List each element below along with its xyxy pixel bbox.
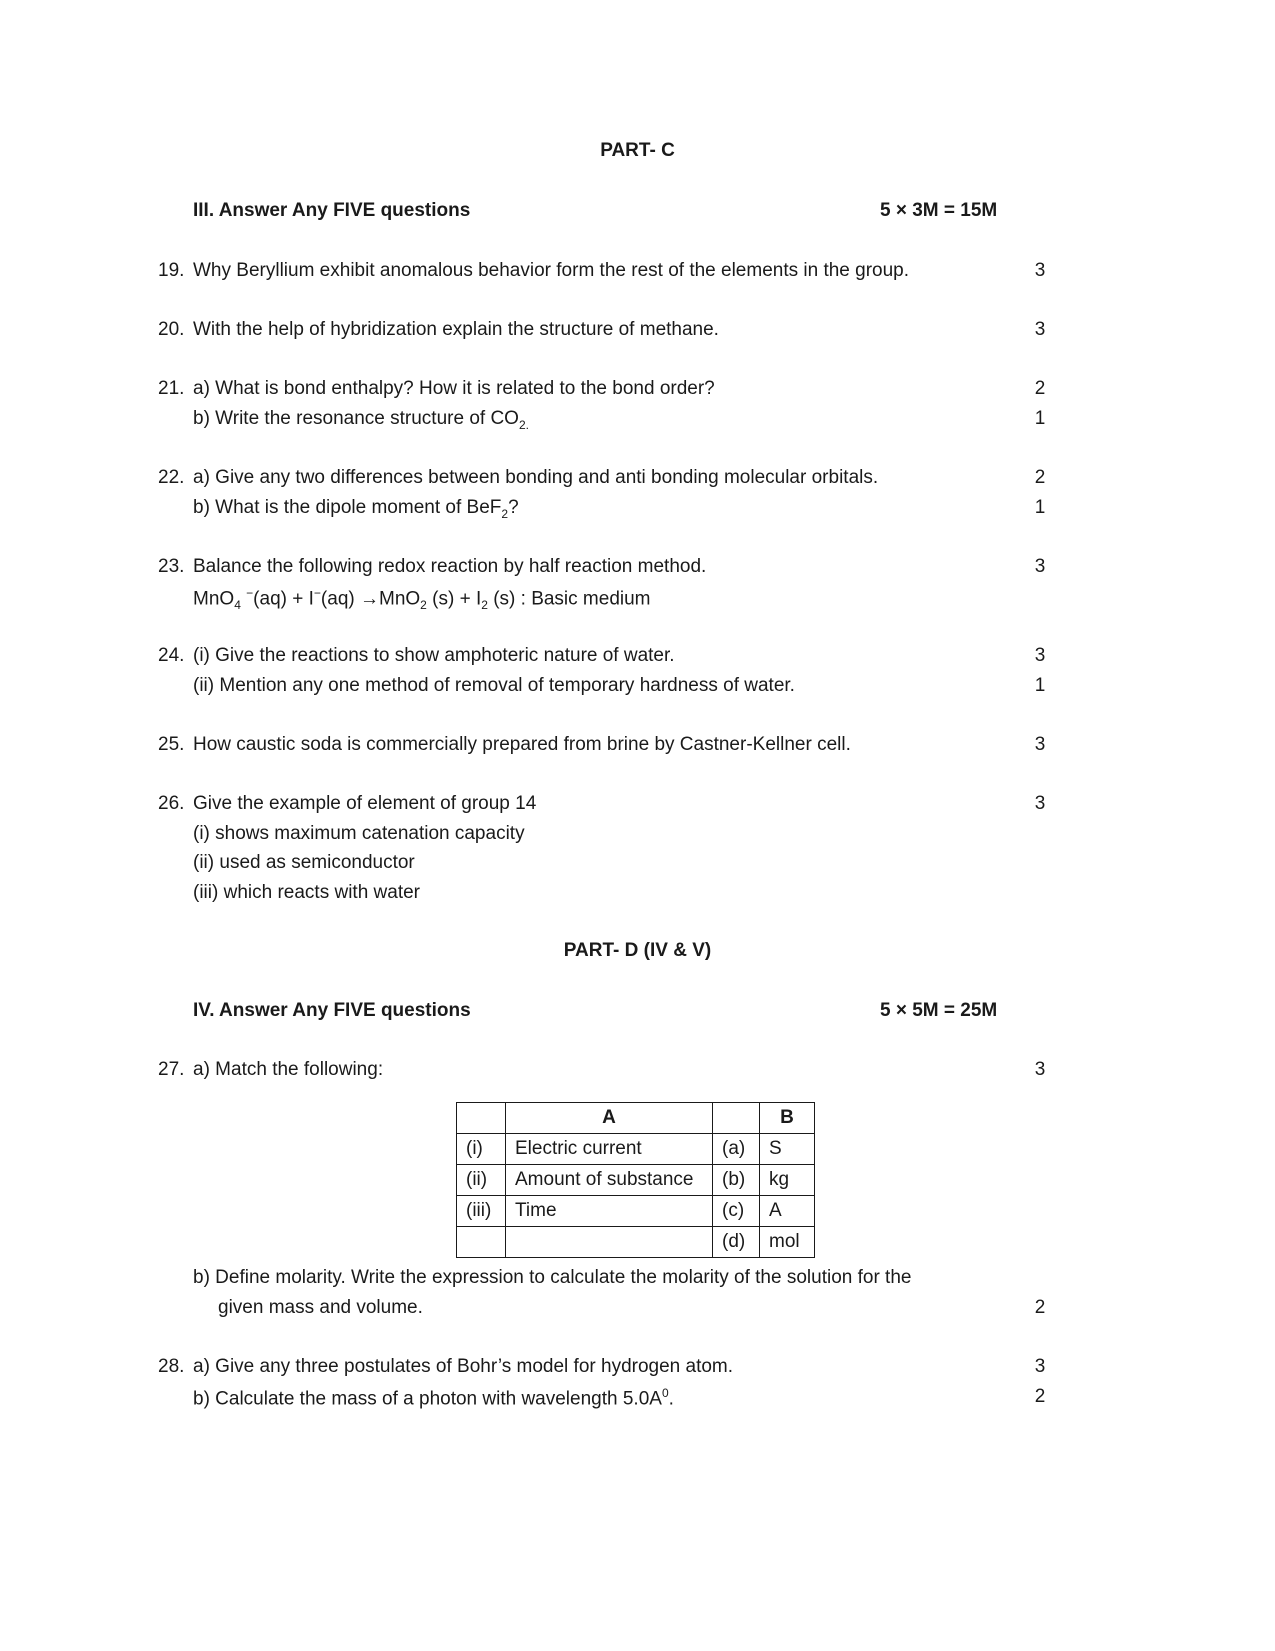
question-marks: 3 (1034, 260, 1046, 281)
row-index: (i) (457, 1134, 506, 1165)
question-text: a) Give any two differences between bonding and anti bonding molecular orbitals. (193, 467, 879, 488)
redox-equation (193, 586, 651, 612)
question-text: How caustic soda is commercially prepared from brine by Castner-Kellner cell. (193, 734, 851, 755)
question-marks: 1 (1034, 675, 1046, 696)
question-marks: 2 (1034, 467, 1046, 488)
question-text-tail: ? (508, 497, 519, 518)
row-letter: (a) (713, 1134, 760, 1165)
column-b-cell: S (760, 1134, 815, 1165)
question-number: 19. (158, 260, 185, 281)
match-table (456, 1102, 815, 1258)
part-c-marks-summary: 5 × 3M = 15M (880, 200, 998, 221)
equation-part: (s) + I (426, 588, 482, 610)
row-index (457, 1227, 506, 1258)
question-text: given mass and volume. (218, 1297, 423, 1318)
part-c-heading: PART- C (600, 140, 675, 161)
column-a-cell: Time (506, 1196, 713, 1227)
row-letter: (c) (713, 1196, 760, 1227)
column-b-header: B (760, 1103, 815, 1134)
question-number: 20. (158, 319, 185, 340)
question-marks: 1 (1034, 497, 1046, 518)
superscript: − (246, 586, 254, 600)
question-text: (i) Give the reactions to show amphoteric nature of water. (193, 645, 675, 666)
column-a-header: A (506, 1103, 713, 1134)
question-marks: 3 (1034, 734, 1046, 755)
question-number: 21. (158, 378, 185, 399)
question-text: a) Give any three postulates of Bohr’s model for hydrogen atom. (193, 1356, 734, 1377)
question-number: 27. (158, 1059, 185, 1080)
question-marks: 3 (1034, 645, 1046, 666)
table-row (457, 1165, 815, 1196)
question-text: b) Define molarity. Write the expression to calculate the molarity of the solution for the (193, 1267, 912, 1288)
question-text (193, 497, 519, 521)
row-index: (ii) (457, 1165, 506, 1196)
subscript: 2 (481, 598, 488, 613)
question-text-main: b) Calculate the mass of a photon with wavelength 5.0A (193, 1388, 662, 1410)
row-letter: (b) (713, 1165, 760, 1196)
question-number: 24. (158, 645, 185, 666)
column-b-cell: mol (760, 1227, 815, 1258)
question-subitem: (iii) which reacts with water (193, 882, 420, 903)
question-text (193, 408, 529, 432)
question-text: a) What is bond enthalpy? How it is related to the bond order? (193, 378, 715, 399)
question-text (193, 1386, 674, 1410)
question-marks: 1 (1034, 408, 1046, 429)
row-index: (iii) (457, 1196, 506, 1227)
column-a-cell: Electric current (506, 1134, 713, 1165)
question-text-tail: . (668, 1388, 674, 1410)
question-marks: 3 (1034, 793, 1046, 814)
column-a-cell (506, 1227, 713, 1258)
column-b-cell: A (760, 1196, 815, 1227)
equation-part: MnO (193, 588, 235, 610)
equation-part: (aq) + I (253, 588, 314, 610)
subscript: 2 (420, 598, 427, 613)
row-letter: (d) (713, 1227, 760, 1258)
part-c-instruction: III. Answer Any FIVE questions (193, 200, 471, 221)
question-subitem: (ii) used as semiconductor (193, 852, 415, 873)
table-row (457, 1196, 815, 1227)
question-marks: 3 (1034, 556, 1046, 577)
question-subitem: (i) shows maximum catenation capacity (193, 823, 525, 844)
question-number: 22. (158, 467, 185, 488)
superscript: − (313, 586, 321, 600)
subscript: 2. (518, 417, 529, 432)
question-marks: 2 (1034, 1297, 1046, 1318)
table-row (457, 1134, 815, 1165)
subscript: 4 (234, 598, 241, 613)
question-text: Why Beryllium exhibit anomalous behavior form the rest of the elements in the group. (193, 260, 910, 281)
question-marks: 2 (1034, 378, 1046, 399)
question-text: a) Match the following: (193, 1059, 384, 1080)
table-cell (457, 1103, 506, 1134)
subscript: 2 (501, 506, 509, 521)
table-row (457, 1227, 815, 1258)
question-number: 28. (158, 1356, 185, 1377)
question-text-main: b) Write the resonance structure of CO (193, 408, 519, 429)
part-d-instruction: IV. Answer Any FIVE questions (193, 1000, 471, 1021)
question-text: Give the example of element of group 14 (193, 793, 537, 814)
question-marks: 3 (1034, 319, 1046, 340)
table-header-row (457, 1103, 815, 1134)
equation-part: (aq) →MnO (320, 588, 421, 610)
equation-part: (s) : Basic medium (487, 588, 651, 610)
column-b-cell: kg (760, 1165, 815, 1196)
question-text: With the help of hybridization explain the structure of methane. (193, 319, 719, 340)
column-a-cell: Amount of substance (506, 1165, 713, 1196)
question-text: Balance the following redox reaction by half reaction method. (193, 556, 707, 577)
question-number: 26. (158, 793, 185, 814)
part-d-marks-summary: 5 × 5M = 25M (880, 1000, 998, 1021)
part-d-heading: PART- D (IV & V) (563, 940, 712, 961)
question-marks: 3 (1034, 1356, 1046, 1377)
question-text-main: b) What is the dipole moment of BeF (193, 497, 502, 518)
question-number: 25. (158, 734, 185, 755)
superscript: 0 (661, 1386, 669, 1400)
question-marks: 3 (1034, 1059, 1046, 1080)
question-text: (ii) Mention any one method of removal of temporary hardness of water. (193, 675, 795, 696)
question-marks: 2 (1034, 1386, 1046, 1407)
question-number: 23. (158, 556, 185, 577)
table-cell (713, 1103, 760, 1134)
